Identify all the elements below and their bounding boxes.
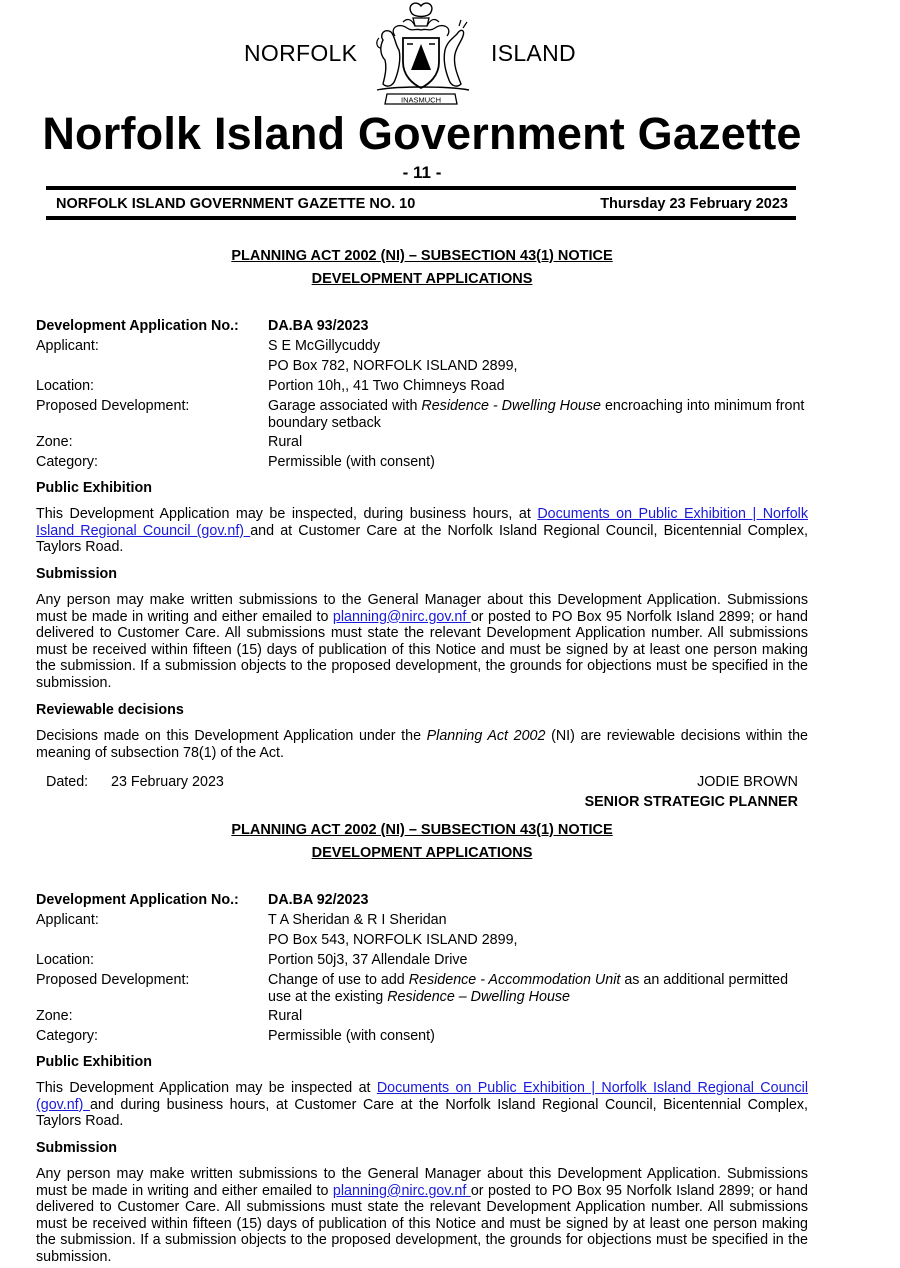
applicant-address: PO Box 782, NORFOLK ISLAND 2899, [268, 358, 518, 374]
zone-value: Rural [268, 1008, 303, 1024]
da-number-value: DA.BA 92/2023 [268, 892, 369, 908]
location-value: Portion 50j3, 37 Allendale Drive [268, 952, 468, 968]
proposed-development-value: Garage associated with Residence - Dwelling House encroaching into minimum front boundary setback [268, 398, 805, 431]
location-value: Portion 10h,, 41 Two Chimneys Road [268, 378, 505, 394]
signatory-title: SENIOR STRATEGIC PLANNER [584, 794, 798, 810]
location-label: Location: [36, 952, 95, 968]
submission-heading: Submission [36, 566, 118, 582]
notice1-heading: PLANNING ACT 2002 (NI) – SUBSECTION 43(1) NOTICE [231, 248, 613, 264]
reviewable-decisions-heading: Reviewable decisions [36, 702, 184, 718]
issue-date: Thursday 23 February 2023 [600, 196, 788, 212]
masthead-island: ISLAND [491, 40, 576, 66]
da-number-label: Development Application No.: [36, 892, 239, 908]
public-exhibition-text: This Development Application may be inspected, during business hours, at Documents on Public Exhibition | Norfolk Island Regional Council (gov.nf) and at Customer Care at the Norfolk Island Regional Council, Bicentennial Complex, Taylors Road. [36, 506, 808, 556]
da-number-label: Development Application No.: [36, 318, 239, 334]
category-label: Category: [36, 454, 98, 470]
applicant-name: T A Sheridan & R I Sheridan [268, 912, 447, 928]
zone-value: Rural [268, 434, 303, 450]
crest-motto: INASMUCH [400, 95, 442, 105]
category-value: Permissible (with consent) [268, 454, 435, 470]
category-label: Category: [36, 1028, 98, 1044]
top-rule [46, 186, 796, 190]
exhibition-link[interactable]: Documents on Public Exhibition | Norfolk Island Regional Council (gov.nf) [36, 506, 808, 539]
proposed-development-label: Proposed Development: [36, 398, 190, 414]
applicant-name: S E McGillycuddy [268, 338, 381, 354]
issue-line [46, 194, 796, 216]
submission-text: Any person may make written submissions to the General Manager about this Development Application. Submissions must be made in writing and either emailed to planning@nirc.gov.nf or posted to PO Box 95 Norfolk Island 2899; or hand delivered to Customer Care. All submissions must state the relevant Development Application number. All submissions must be received within fifteen (15) days of publication of this Notice and must be signed by at least one person making the submission. If a submission objects to the proposed development, the grounds for objections must be specified in the submission. [36, 1166, 808, 1265]
page-number: - 11 - [402, 163, 442, 182]
proposed-development-value: Change of use to add Residence - Accommodation Unit as an additional permitted use at the existing Residence – Dwelling House [268, 972, 789, 1005]
public-exhibition-text: This Development Application may be inspected at Documents on Public Exhibition | Norfolk Island Regional Council (gov.nf) and during business hours, at Customer Care at the Norfolk Island Regional Council, Bicentennial Complex, Taylors Road. [36, 1080, 808, 1130]
reviewable-decisions-text: Decisions made on this Development Application under the Planning Act 2002 (NI) are reviewable decisions within the meaning of subsection 78(1) of the Act. [36, 728, 808, 761]
location-label: Location: [36, 378, 95, 394]
da-number-value: DA.BA 93/2023 [268, 318, 369, 334]
public-exhibition-heading: Public Exhibition [36, 480, 152, 496]
coat-of-arms-icon [365, 0, 477, 108]
issue-label: NORFOLK ISLAND GOVERNMENT GAZETTE NO. 10 [56, 196, 416, 212]
submission-heading: Submission [36, 1140, 118, 1156]
planning-email-link[interactable]: planning@nirc.gov.nf [332, 1182, 471, 1199]
applicant-label: Applicant: [36, 338, 99, 354]
public-exhibition-heading: Public Exhibition [36, 1054, 152, 1070]
proposed-development-label: Proposed Development: [36, 972, 190, 988]
applicant-address: PO Box 543, NORFOLK ISLAND 2899, [268, 932, 518, 948]
gazette-title: Norfolk Island Government Gazette [42, 108, 802, 159]
category-value: Permissible (with consent) [268, 1028, 435, 1044]
notice2-heading: PLANNING ACT 2002 (NI) – SUBSECTION 43(1) NOTICE [231, 822, 613, 838]
exhibition-link[interactable]: Documents on Public Exhibition | Norfolk Island Regional Council (gov.nf) [36, 1080, 808, 1113]
dated-label: Dated: [46, 774, 89, 790]
planning-email-link[interactable]: planning@nirc.gov.nf [332, 608, 471, 625]
applicant-label: Applicant: [36, 912, 99, 928]
zone-label: Zone: [36, 434, 73, 450]
masthead-norfolk: NORFOLK [244, 40, 358, 66]
dated-value: 23 February 2023 [111, 774, 224, 790]
zone-label: Zone: [36, 1008, 73, 1024]
bottom-rule [46, 216, 796, 220]
submission-text: Any person may make written submissions to the General Manager about this Development Application. Submissions must be made in writing and either emailed to planning@nirc.gov.nf or posted to PO Box 95 Norfolk Island 2899; or hand delivered to Customer Care. All submissions must state the relevant Development Application number. All submissions must be received within fifteen (15) days of publication of this Notice and must be signed by at least one person making the submission. If a submission objects to the proposed development, the grounds for objections must be specified in the submission. [36, 592, 808, 691]
signatory-name: JODIE BROWN [697, 774, 798, 790]
notice2-subheading: DEVELOPMENT APPLICATIONS [311, 845, 533, 861]
notice1-subheading: DEVELOPMENT APPLICATIONS [311, 271, 533, 287]
